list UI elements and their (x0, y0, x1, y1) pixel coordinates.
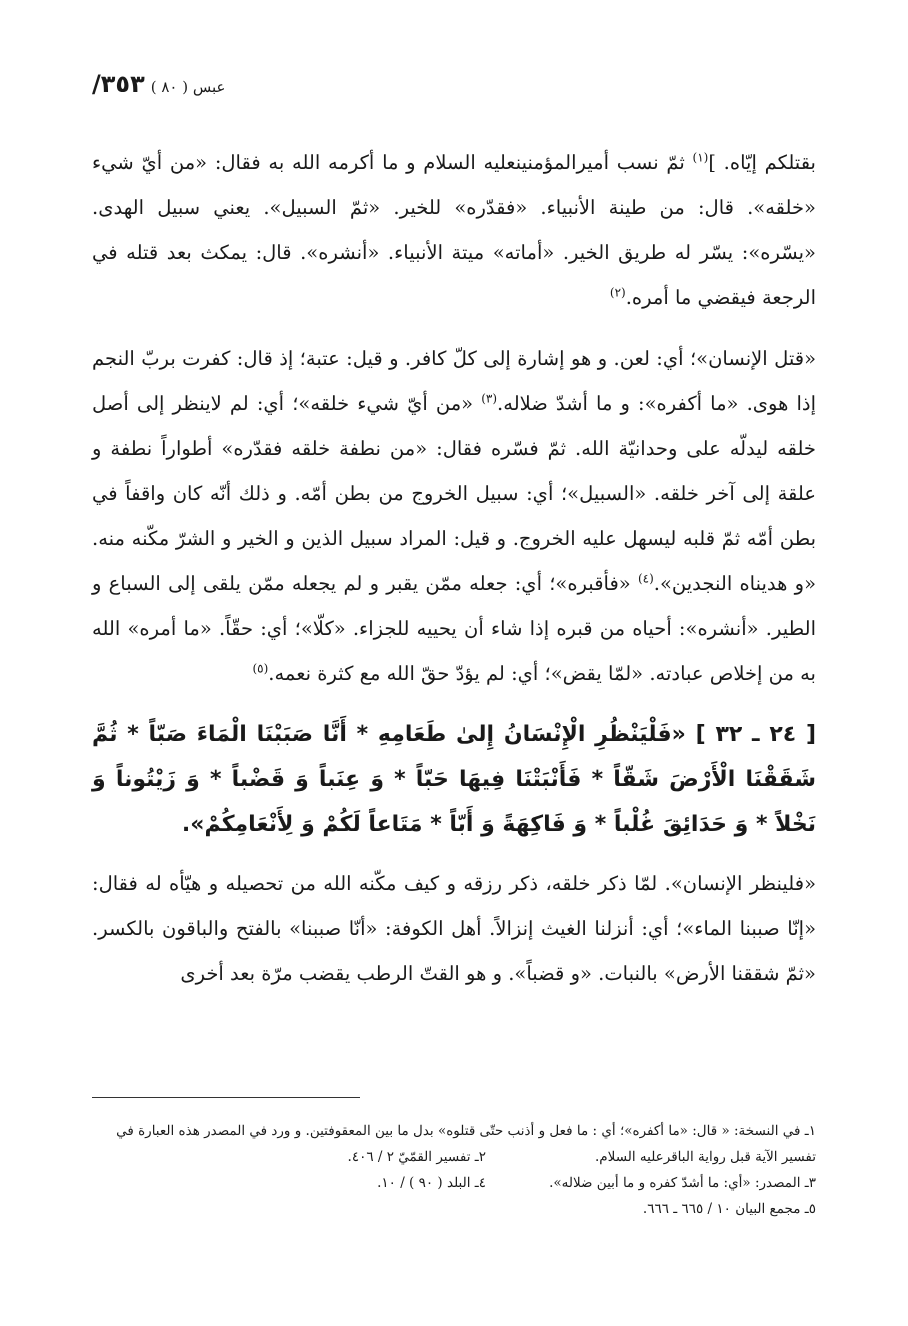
paragraph-2-text-b: «من أيّ شيء خلقه»؛ أي: لم لاينظر إلى أصل خلقه ليدلّه على وحدانيّة الله. ثمّ فسّره فقال: «من نطفة خلقه فقدّره» أطواراً نطفة و علقة إلى آخر خلقه. «السبيل»؛ أي: سبيل الخروج من بطن أمّه. و ذلك أنّه كان واقفاً في بطن أمّه ثمّ قلبه ليسهل عليه الخروج. و قيل: المراد سبيل الذين و الخير و الشرّ مكّنه منه. «و هديناه النجدين». (92, 392, 817, 595)
surah-reference: عبس ( ٨٠ ) (150, 78, 226, 96)
paragraph-1-text-a: بقتلكم إيّاه. ] (708, 151, 816, 174)
footnote-ref-5[interactable]: (٥) (252, 661, 269, 676)
footnote-ref-3[interactable]: (٣) (481, 391, 498, 406)
footnote-ref-1[interactable]: (١) (692, 150, 709, 165)
footnote-divider (92, 1097, 360, 1098)
footnote-row-2 (92, 1170, 816, 1196)
paragraph-2 (92, 336, 816, 696)
paragraph-2-text-a: «قتل الإنسان»؛ أي: لعن. و هو إشارة إلى كلّ كافر. و قيل: عتبة؛ إذ قال: كفرت بربّ النجم إذا هوى. «ما أكفره»: و ما أشدّ ضلاله. (92, 347, 817, 415)
page-number: ٣٥٣/ (92, 70, 145, 98)
verse-text: «فَلْيَنْظُرِ الْإِنْسَانُ إِلىٰ طَعَامِهِ * أَنَّا صَبَبْنَا الْمَاءَ صَبّاً * ثُمَّ شَقَقْنَا الْأَرْضَ شَقّاً * فَأَنْبَتْنَا فِيهَا حَبّاً * وَ عِنَباً وَ قَضْباً * وَ زَيْتُوناً وَ نَخْلاً * وَ حَدَائِقَ غُلْباً * وَ فَاكِهَةً وَ أَبّاً * مَتَاعاً لَكُمْ وَ لِأَنْعَامِكُمْ». (92, 722, 816, 837)
verse-range: [ ٢٤ ـ ٣٢ ] (695, 722, 816, 747)
footnote-1-line-2: تفسير الآية قبل رواية الباقرعليه السلام. (595, 1149, 816, 1165)
paragraph-2-text-c: «فأقبره»؛ أي: جعله ممّن يقبر و لم يجعله ممّن يلقى إلى السباع و الطير. «أنشره»: أحياه من قبره إذا شاء أن يحييه للجزاء. «كلّا»؛ أي: حقّاً. «ما أمره» الله به من إخلاص عبادته. «لمّا يقض»؛ أي: لم يؤدّ حقّ الله مع كثرة نعمه. (92, 572, 816, 685)
footnotes (92, 1118, 816, 1222)
footnote-1-line-1: ١ـ في النسخة: « قال: «ما أكفره»؛ أي : ما فعل و أذنب حتّى قتلوه» بدل ما بين المعقوفتين. و ورد في المصدر هذه العبارة في (116, 1123, 816, 1139)
footnote-3: ٣ـ المصدر: «أي: ما أشدّ كفره و ما أبين ضلاله». (549, 1175, 816, 1191)
footnote-row-1 (92, 1144, 816, 1170)
quran-verses (92, 712, 816, 847)
book-page (92, 0, 816, 1326)
footnote-4: ٤ـ البلد ( ٩٠ ) / ١٠. (377, 1175, 486, 1191)
footnote-ref-4[interactable]: (٤) (637, 571, 654, 586)
footnote-ref-2[interactable]: (٢) (609, 285, 626, 300)
paragraph-3: «فلينظر الإنسان». لمّا ذكر خلقه، ذكر رزقه و كيف مكّنه الله من تحصيله و هيّأه له فقال: «إنّا صببنا الماء»؛ أي: أنزلنا الغيث إنزالاً. أهل الكوفة: «أنّا صببنا» بالفتح والباقون بالكسر. «ثمّ شققنا الأرض» بالنبات. «و قضباً». و هو القتّ الرطب يقضب مرّة بعد أخرى (92, 872, 816, 985)
paragraph-1 (92, 140, 816, 320)
footnote-5: ٥ـ مجمع البيان ١٠ / ٦٦٥ ـ ٦٦٦. (642, 1201, 816, 1217)
paragraph-1-text-b: ثمّ نسب أميرالمؤمنينعليه السلام و ما أكرمه الله به فقال: «من أيّ شيء «خلقه». قال: من طينة الأنبياء. «فقدّره» للخير. «ثمّ السبيل». يعني سبيل الهدى. «يسّره»: يسّر له طريق الخير. «أماته» ميتة الأنبياء. «أنشره». قال: يمكث بعد قتله في الرجعة فيقضي ما أمره. (92, 151, 816, 309)
footnote-2: ٢ـ تفسير القمّيّ ٢ / ٤٠٦. (347, 1149, 486, 1165)
page-body (92, 140, 816, 1012)
running-head (92, 70, 225, 98)
